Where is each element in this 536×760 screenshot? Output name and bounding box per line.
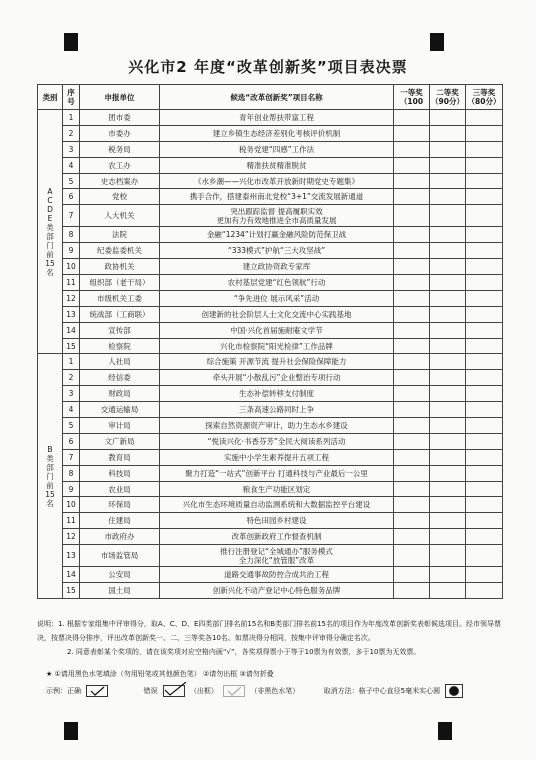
third-prize-vote-box[interactable]: [466, 290, 503, 306]
category-char: 前: [46, 249, 54, 259]
third-prize-vote-box[interactable]: [466, 306, 503, 322]
second-prize-vote-box[interactable]: [430, 259, 466, 275]
filled-circle-icon: [449, 686, 459, 696]
seq-cell: 10: [63, 497, 80, 513]
seq-cell: 15: [63, 338, 80, 354]
third-prize-vote-box[interactable]: [466, 402, 503, 418]
unit-cell: 经信委: [80, 370, 160, 386]
category-char: E: [47, 213, 53, 223]
third-prize-vote-box[interactable]: [466, 157, 503, 173]
seq-cell: 13: [63, 306, 80, 322]
project-cell: 兴化市检察院“阳光检律”工作品牌: [160, 338, 394, 354]
note-1: 说明：1. 根据专家组集中评审得分，取A、C、D、E四类部门排名前15名和B类部门排名前15名的项目作为年度改革创新奖表彰候选项目。经市领导票决，按票决得分排序，评出改革创新奖一、二、三等奖各10名。如票决得分相同，按集中评审得分确定名次。: [37, 620, 502, 642]
third-prize-vote-box[interactable]: [466, 338, 503, 354]
unit-cell: 市政府办: [80, 529, 160, 545]
table-row: [38, 322, 503, 338]
seq-cell: 12: [63, 529, 80, 545]
second-prize-vote-box[interactable]: [430, 322, 466, 338]
seq-cell: 11: [63, 513, 80, 529]
third-prize-vote-box[interactable]: [466, 513, 503, 529]
example-outside-box: [163, 685, 185, 697]
seq-cell: 12: [63, 290, 80, 306]
second-prize-vote-box[interactable]: [430, 402, 466, 418]
category-char: B: [47, 444, 53, 454]
project-cell: 探索自然资源资产审计，助力生态水乡建设: [160, 418, 394, 434]
category-char: 门: [46, 240, 54, 250]
third-prize-vote-box[interactable]: [466, 583, 503, 599]
unit-cell: 农工办: [80, 157, 160, 173]
second-prize-vote-box[interactable]: [430, 306, 466, 322]
check-out-icon: [161, 682, 187, 696]
ballot-table: [37, 84, 503, 599]
unit-cell: 文广新局: [80, 433, 160, 449]
table-row: [38, 141, 503, 157]
unit-cell: 公安局: [80, 567, 160, 583]
category-char: A: [47, 186, 53, 196]
corner-mark-bottom-right: [438, 722, 452, 740]
header-seq: 序号: [63, 85, 80, 110]
example-nonblack-label: （非黑色水笔）: [250, 687, 300, 695]
unit-cell: 市场监管局: [80, 545, 160, 567]
third-prize-vote-box[interactable]: [466, 205, 503, 227]
second-prize-vote-box[interactable]: [430, 386, 466, 402]
project-cell: 道路交通事故防控合成共治工程: [160, 567, 394, 583]
third-prize-vote-box[interactable]: [466, 227, 503, 243]
first-prize-vote-box[interactable]: [394, 449, 430, 465]
table-row: [38, 386, 503, 402]
table-row: [38, 227, 503, 243]
table-row: [38, 497, 503, 513]
seq-cell: 4: [63, 157, 80, 173]
third-prize-vote-box[interactable]: [466, 173, 503, 189]
header-second-prize: 二等奖（90分）: [430, 85, 466, 110]
table-row: [38, 205, 503, 227]
unit-cell: 宣传部: [80, 322, 160, 338]
category-char: 部: [46, 462, 54, 472]
category-char: 类: [46, 222, 54, 232]
third-prize-vote-box[interactable]: [466, 141, 503, 157]
third-prize-vote-box[interactable]: [466, 259, 503, 275]
third-prize-vote-box[interactable]: [466, 567, 503, 583]
example-correct-box: [86, 685, 108, 697]
project-cell: 综合施策 开源节流 提升社会保险保障能力: [160, 354, 394, 370]
seq-cell: 9: [63, 243, 80, 259]
table-row: [38, 259, 503, 275]
second-prize-vote-box[interactable]: [430, 529, 466, 545]
cancel-example-box: [445, 684, 463, 698]
seq-cell: 7: [63, 205, 80, 227]
second-prize-vote-box[interactable]: [430, 465, 466, 481]
third-prize-vote-box[interactable]: [466, 449, 503, 465]
project-cell: 实施中小学生素养提升五项工程: [160, 449, 394, 465]
third-prize-vote-box[interactable]: [466, 497, 503, 513]
second-prize-vote-box[interactable]: [430, 497, 466, 513]
table-row: [38, 173, 503, 189]
category-char: 部: [46, 231, 54, 241]
instruction-line: ★ ①请用黑色水笔填涂（勿用铅笔或其他颜色笔） ②请勿出框 ③请勿折叠: [46, 670, 274, 678]
third-prize-vote-box[interactable]: [466, 125, 503, 141]
unit-cell: 党校: [80, 189, 160, 205]
table-row: [38, 545, 503, 567]
first-prize-vote-box[interactable]: [394, 583, 430, 599]
project-cell: [160, 545, 394, 567]
second-prize-vote-box[interactable]: [430, 583, 466, 599]
second-prize-vote-box[interactable]: [430, 125, 466, 141]
header-first-prize: 一等奖（100: [394, 85, 430, 110]
seq-cell: 14: [63, 322, 80, 338]
project-cell: 精准扶贫精准脱贫: [160, 157, 394, 173]
first-prize-vote-box[interactable]: [394, 189, 430, 205]
category-char: 门: [46, 471, 54, 481]
table-row: [38, 290, 503, 306]
table-row: [38, 402, 503, 418]
table-row: [38, 513, 503, 529]
second-prize-vote-box[interactable]: [430, 370, 466, 386]
first-prize-vote-box[interactable]: [394, 370, 430, 386]
table-row: [38, 354, 503, 370]
project-cell: 携手合作，搭建泰州南北党校“3+1”交流发展新通道: [160, 189, 394, 205]
third-prize-vote-box[interactable]: [466, 529, 503, 545]
table-row: [38, 275, 503, 291]
unit-cell: 检察院: [80, 338, 160, 354]
unit-cell: 团市委: [80, 110, 160, 126]
seq-cell: 8: [63, 227, 80, 243]
example-correct-label: 示例：正确: [46, 687, 81, 695]
ballot-table-body: [38, 110, 503, 599]
second-prize-vote-box[interactable]: [430, 567, 466, 583]
project-cell: 创新兴化不动产登记中心特色服务品牌: [160, 583, 394, 599]
project-cell: 兴化市生态环境质量自动监测系统和大数据监控平台建设: [160, 497, 394, 513]
second-prize-vote-box[interactable]: [430, 449, 466, 465]
unit-cell: 税务局: [80, 141, 160, 157]
category-cell: [38, 354, 63, 598]
first-prize-vote-box[interactable]: [394, 259, 430, 275]
seq-cell: 3: [63, 141, 80, 157]
seq-cell: 15: [63, 583, 80, 599]
page-title: 兴化市2 年度“改革创新奖”项目表决票: [128, 58, 408, 76]
header-unit: 申报单位: [80, 85, 160, 110]
second-prize-vote-box[interactable]: [430, 338, 466, 354]
unit-cell: 市委办: [80, 125, 160, 141]
unit-cell: 组织部（老干局）: [80, 275, 160, 291]
table-row: [38, 338, 503, 354]
example-wrong-label: 错误: [143, 687, 158, 695]
seq-cell: 11: [63, 275, 80, 291]
project-line: 推行注册登记“全城通办”服务模式: [220, 546, 333, 556]
table-row: [38, 529, 503, 545]
first-prize-vote-box[interactable]: [394, 433, 430, 449]
first-prize-vote-box[interactable]: [394, 227, 430, 243]
category-char: 名: [46, 267, 54, 277]
unit-cell: 市级机关工委: [80, 290, 160, 306]
third-prize-vote-box[interactable]: [466, 481, 503, 497]
project-line: 更加有力有效地推进全市高质量发展: [216, 215, 337, 225]
first-prize-vote-box[interactable]: [394, 205, 430, 227]
example-line: [46, 684, 506, 698]
table-row: [38, 567, 503, 583]
example-outside-label: （出框）: [189, 687, 218, 695]
first-prize-vote-box[interactable]: [394, 497, 430, 513]
seq-cell: 10: [63, 259, 80, 275]
project-cell: 建立政协资政专家库: [160, 259, 394, 275]
unit-cell: 国土局: [80, 583, 160, 599]
project-cell: 建立乡镇生态经济差别化考核评价机制: [160, 125, 394, 141]
corner-mark-top-left: [64, 33, 78, 51]
third-prize-vote-box[interactable]: [466, 386, 503, 402]
category-char: 前: [46, 480, 54, 490]
second-prize-vote-box[interactable]: [430, 173, 466, 189]
header-third-prize: 三等奖（80分）: [466, 85, 503, 110]
table-row: [38, 157, 503, 173]
first-prize-vote-box[interactable]: [394, 545, 430, 567]
first-prize-vote-box[interactable]: [394, 338, 430, 354]
third-prize-vote-box[interactable]: [466, 418, 503, 434]
project-line: 全力深化“放管服”改革: [238, 555, 315, 565]
check-light-icon: [224, 686, 244, 696]
first-prize-vote-box[interactable]: [394, 306, 430, 322]
seq-cell: 1: [63, 110, 80, 126]
first-prize-vote-box[interactable]: [394, 402, 430, 418]
seq-cell: 2: [63, 125, 80, 141]
category-char: 15: [45, 258, 55, 268]
seq-cell: 4: [63, 402, 80, 418]
project-cell: [160, 205, 394, 227]
second-prize-vote-box[interactable]: [430, 418, 466, 434]
first-prize-vote-box[interactable]: [394, 290, 430, 306]
second-prize-vote-box[interactable]: [430, 227, 466, 243]
second-prize-vote-box[interactable]: [430, 354, 466, 370]
project-cell: 粮食生产功能区划定: [160, 481, 394, 497]
table-row: [38, 189, 503, 205]
first-prize-vote-box[interactable]: [394, 110, 430, 126]
unit-cell: 人社局: [80, 354, 160, 370]
project-cell: 农村基层党建“红色领航”行动: [160, 275, 394, 291]
unit-cell: 教育局: [80, 449, 160, 465]
cancel-method: 取消方法：格子中心直径5毫米实心圆: [323, 687, 441, 695]
second-prize-vote-box[interactable]: [430, 110, 466, 126]
unit-cell: 人大机关: [80, 205, 160, 227]
project-cell: 中国·兴化首届施耐庵文学节: [160, 322, 394, 338]
project-cell: 税务党建“四感”工作法: [160, 141, 394, 157]
seq-cell: 5: [63, 173, 80, 189]
third-prize-vote-box[interactable]: [466, 275, 503, 291]
seq-cell: 3: [63, 386, 80, 402]
project-cell: “悦读兴化·书香芬芳”全民大阅读系列活动: [160, 433, 394, 449]
table-row: [38, 449, 503, 465]
unit-cell: 农业局: [80, 481, 160, 497]
project-cell: 金融“1234”计划打赢金融风险防范保卫战: [160, 227, 394, 243]
project-cell: 改革创新政府工作督查机制: [160, 529, 394, 545]
third-prize-vote-box[interactable]: [466, 243, 503, 259]
first-prize-vote-box[interactable]: [394, 173, 430, 189]
unit-cell: 政协机关: [80, 259, 160, 275]
project-cell: “争先进位 展示风采”活动: [160, 290, 394, 306]
second-prize-vote-box[interactable]: [430, 513, 466, 529]
unit-cell: 住建局: [80, 513, 160, 529]
project-cell: 三条高速公路同时上争: [160, 402, 394, 418]
second-prize-vote-box[interactable]: [430, 481, 466, 497]
category-cell: [38, 110, 63, 354]
table-row: [38, 110, 503, 126]
category-char: D: [47, 204, 53, 214]
second-prize-vote-box[interactable]: [430, 433, 466, 449]
first-prize-vote-box[interactable]: [394, 243, 430, 259]
notes: [37, 617, 507, 659]
header-project: 候选“改革创新奖”项目名称: [160, 85, 394, 110]
table-row: [38, 583, 503, 599]
unit-cell: 法院: [80, 227, 160, 243]
unit-cell: 史志档案办: [80, 173, 160, 189]
unit-cell: 纪委监委机关: [80, 243, 160, 259]
table-row: [38, 306, 503, 322]
first-prize-vote-box[interactable]: [394, 567, 430, 583]
project-cell: 牵头开展“小散乱污”企业整治专项行动: [160, 370, 394, 386]
seq-cell: 9: [63, 481, 80, 497]
seq-cell: 6: [63, 189, 80, 205]
first-prize-vote-box[interactable]: [394, 513, 430, 529]
table-row: [38, 370, 503, 386]
seq-cell: 2: [63, 370, 80, 386]
second-prize-vote-box[interactable]: [430, 141, 466, 157]
seq-cell: 7: [63, 449, 80, 465]
table-row: [38, 465, 503, 481]
table-row: [38, 433, 503, 449]
category-char: 名: [46, 498, 54, 508]
unit-cell: 财政局: [80, 386, 160, 402]
seq-cell: 13: [63, 545, 80, 567]
third-prize-vote-box[interactable]: [466, 545, 503, 567]
corner-mark-top-right: [430, 33, 444, 51]
corner-mark-bottom-left: [64, 722, 78, 740]
project-cell: “333模式”护航“三大攻坚战”: [160, 243, 394, 259]
seq-cell: 14: [63, 567, 80, 583]
second-prize-vote-box[interactable]: [430, 189, 466, 205]
second-prize-vote-box[interactable]: [430, 290, 466, 306]
unit-cell: 环保局: [80, 497, 160, 513]
first-prize-vote-box[interactable]: [394, 481, 430, 497]
second-prize-vote-box[interactable]: [430, 545, 466, 567]
seq-cell: 6: [63, 433, 80, 449]
seq-cell: 5: [63, 418, 80, 434]
third-prize-vote-box[interactable]: [466, 110, 503, 126]
first-prize-vote-box[interactable]: [394, 322, 430, 338]
unit-cell: 审计局: [80, 418, 160, 434]
unit-cell: 科技局: [80, 465, 160, 481]
first-prize-vote-box[interactable]: [394, 125, 430, 141]
table-row: [38, 481, 503, 497]
first-prize-vote-box[interactable]: [394, 141, 430, 157]
category-char: 15: [45, 489, 55, 499]
note-2: 2. 同意表彰某个奖项的，请在该奖项对应空格内画“√”，各奖项得票小于等于10票为有效票，多于10票为无效票。: [67, 648, 421, 656]
project-line: 突出跟踪监督 提高履职实效: [230, 206, 323, 216]
third-prize-vote-box[interactable]: [466, 354, 503, 370]
project-cell: 创建新的社会阶层人士文化交流中心实践基地: [160, 306, 394, 322]
check-icon: [87, 686, 107, 696]
project-cell: 青年创业帮扶带富工程: [160, 110, 394, 126]
second-prize-vote-box[interactable]: [430, 157, 466, 173]
first-prize-vote-box[interactable]: [394, 157, 430, 173]
example-nonblack-box: [223, 685, 245, 697]
table-row: [38, 418, 503, 434]
first-prize-vote-box[interactable]: [394, 275, 430, 291]
table-row: [38, 243, 503, 259]
project-cell: 《水乡潮——兴化市改革开放新时期党史专题集》: [160, 173, 394, 189]
third-prize-vote-box[interactable]: [466, 433, 503, 449]
project-cell: 聚力打造“一站式”创新平台 打通科技与产业最后一公里: [160, 465, 394, 481]
second-prize-vote-box[interactable]: [430, 205, 466, 227]
first-prize-vote-box[interactable]: [394, 418, 430, 434]
third-prize-vote-box[interactable]: [466, 189, 503, 205]
first-prize-vote-box[interactable]: [394, 354, 430, 370]
first-prize-vote-box[interactable]: [394, 465, 430, 481]
table-row: [38, 125, 503, 141]
seq-cell: 1: [63, 354, 80, 370]
third-prize-vote-box[interactable]: [466, 370, 503, 386]
project-cell: 生态补偿转移支付制度: [160, 386, 394, 402]
unit-cell: 交通运输局: [80, 402, 160, 418]
category-char: C: [47, 195, 53, 205]
third-prize-vote-box[interactable]: [466, 322, 503, 338]
second-prize-vote-box[interactable]: [430, 275, 466, 291]
first-prize-vote-box[interactable]: [394, 386, 430, 402]
first-prize-vote-box[interactable]: [394, 529, 430, 545]
header-category: 类别: [38, 85, 63, 110]
category-char: 类: [46, 453, 54, 463]
seq-cell: 8: [63, 465, 80, 481]
second-prize-vote-box[interactable]: [430, 243, 466, 259]
third-prize-vote-box[interactable]: [466, 465, 503, 481]
unit-cell: 统战部（工商联）: [80, 306, 160, 322]
project-cell: 特色田园乡村建设: [160, 513, 394, 529]
